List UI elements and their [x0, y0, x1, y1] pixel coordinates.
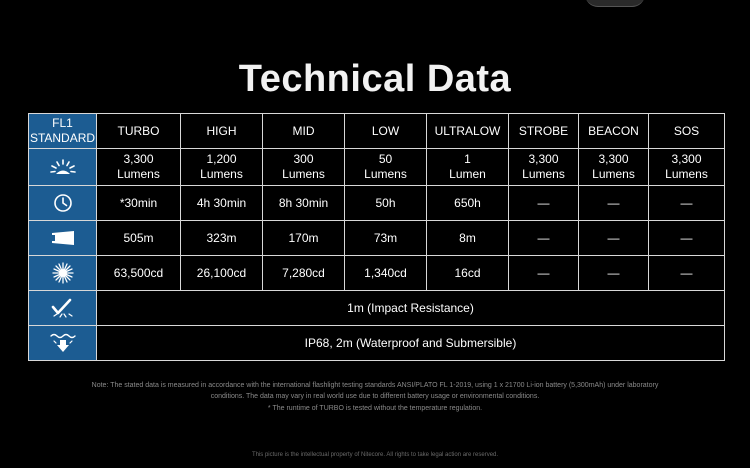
footnote-line1: Note: The stated data is measured in accordance with the international flashlight testing standards ANSI/PLATO FL 1-2019, using 1 x 21700 Li-ion battery (5,300mAh) under laboratory	[91, 382, 659, 389]
cell-unit: Lumens	[200, 167, 243, 181]
table-cell: —	[509, 256, 579, 291]
table-row-runtime	[29, 186, 725, 221]
mode-header-low: LOW	[345, 114, 427, 149]
table-cell: 650h	[427, 186, 509, 221]
table-cell: —	[509, 221, 579, 256]
cell-unit: Lumens	[364, 167, 407, 181]
table-cell: —	[649, 186, 725, 221]
beam-distance-icon-cell	[29, 221, 97, 256]
table-cell: 505m	[97, 221, 181, 256]
waterproof-icon	[49, 332, 77, 354]
mode-header-ultralow: ULTRALOW	[427, 114, 509, 149]
table-cell: 8h 30min	[263, 186, 345, 221]
copyright-footer: This picture is the intellectual property of Nitecore. All rights to take legal action are reserved.	[251, 452, 499, 458]
mode-header-strobe: STROBE	[509, 114, 579, 149]
table-row-intensity	[29, 256, 725, 291]
table-cell: 73m	[345, 221, 427, 256]
table-cell: —	[579, 256, 649, 291]
impact-resistance-icon-cell	[29, 291, 97, 326]
cell-unit: Lumen	[449, 167, 486, 181]
mode-header-high: HIGH	[181, 114, 263, 149]
impact-resistance-icon	[50, 298, 76, 318]
footnote-line2: conditions. The data may vary in real world use due to different battery usage or environmental conditions.	[210, 393, 540, 400]
table-cell	[509, 149, 579, 186]
table-cell: 170m	[263, 221, 345, 256]
table-cell: *30min	[97, 186, 181, 221]
table-cell: —	[649, 256, 725, 291]
technical-data-table	[28, 113, 725, 361]
table-cell: —	[509, 186, 579, 221]
mode-header-sos: SOS	[649, 114, 725, 149]
table-cell	[181, 149, 263, 186]
table-row-beam-distance	[29, 221, 725, 256]
table-cell: 1,340cd	[345, 256, 427, 291]
table-cell: —	[649, 221, 725, 256]
mode-header-turbo: TURBO	[97, 114, 181, 149]
table-cell: —	[579, 186, 649, 221]
clock-icon-cell	[29, 186, 97, 221]
table-cell: 4h 30min	[181, 186, 263, 221]
clock-icon	[53, 193, 73, 213]
waterproof-value: IP68, 2m (Waterproof and Submersible)	[97, 326, 725, 361]
cell-value: 3,300	[528, 152, 559, 166]
table-cell: 50h	[345, 186, 427, 221]
cell-unit: Lumens	[665, 167, 708, 181]
cell-unit: Lumens	[117, 167, 160, 181]
table-cell: 7,280cd	[263, 256, 345, 291]
impact-resistance-value: 1m (Impact Resistance)	[97, 291, 725, 326]
table-cell	[97, 149, 181, 186]
table-cell: 26,100cd	[181, 256, 263, 291]
mode-header-mid: MID	[263, 114, 345, 149]
cell-value: 50	[378, 152, 393, 166]
cell-value: 3,300	[671, 152, 702, 166]
cell-value: 1	[464, 152, 471, 166]
mode-header-beacon: BEACON	[579, 114, 649, 149]
table-cell	[579, 149, 649, 186]
table-row-impact-resistance	[29, 291, 725, 326]
intensity-icon	[52, 262, 74, 284]
table-cell: 8m	[427, 221, 509, 256]
standard-label-line1: FL1	[52, 116, 73, 130]
table-cell	[649, 149, 725, 186]
product-edge-decoration	[585, 0, 645, 7]
intensity-icon-cell	[29, 256, 97, 291]
cell-unit: Lumens	[592, 167, 635, 181]
cell-value: 3,300	[123, 152, 154, 166]
table-cell: —	[579, 221, 649, 256]
cell-value: 300	[293, 152, 314, 166]
page-title: Technical Data	[238, 58, 512, 100]
table-cell: 63,500cd	[97, 256, 181, 291]
beam-distance-icon	[49, 230, 77, 246]
cell-value: 1,200	[206, 152, 237, 166]
table-row-waterproof	[29, 326, 725, 361]
table-cell: 323m	[181, 221, 263, 256]
fl1-standard-label	[29, 114, 97, 149]
standard-label-line2: STANDARD	[29, 131, 96, 145]
cell-unit: Lumens	[282, 167, 325, 181]
table-header-row	[29, 114, 725, 149]
cell-unit: Lumens	[522, 167, 565, 181]
table-cell	[345, 149, 427, 186]
waterproof-icon-cell	[29, 326, 97, 361]
footnote-turbo: * The runtime of TURBO is tested without the temperature regulation.	[267, 405, 483, 412]
table-cell	[263, 149, 345, 186]
brightness-icon-cell	[29, 149, 97, 186]
table-row-brightness	[29, 149, 725, 186]
table-cell	[427, 149, 509, 186]
cell-value: 3,300	[598, 152, 629, 166]
table-cell: 16cd	[427, 256, 509, 291]
brightness-icon	[49, 158, 77, 176]
